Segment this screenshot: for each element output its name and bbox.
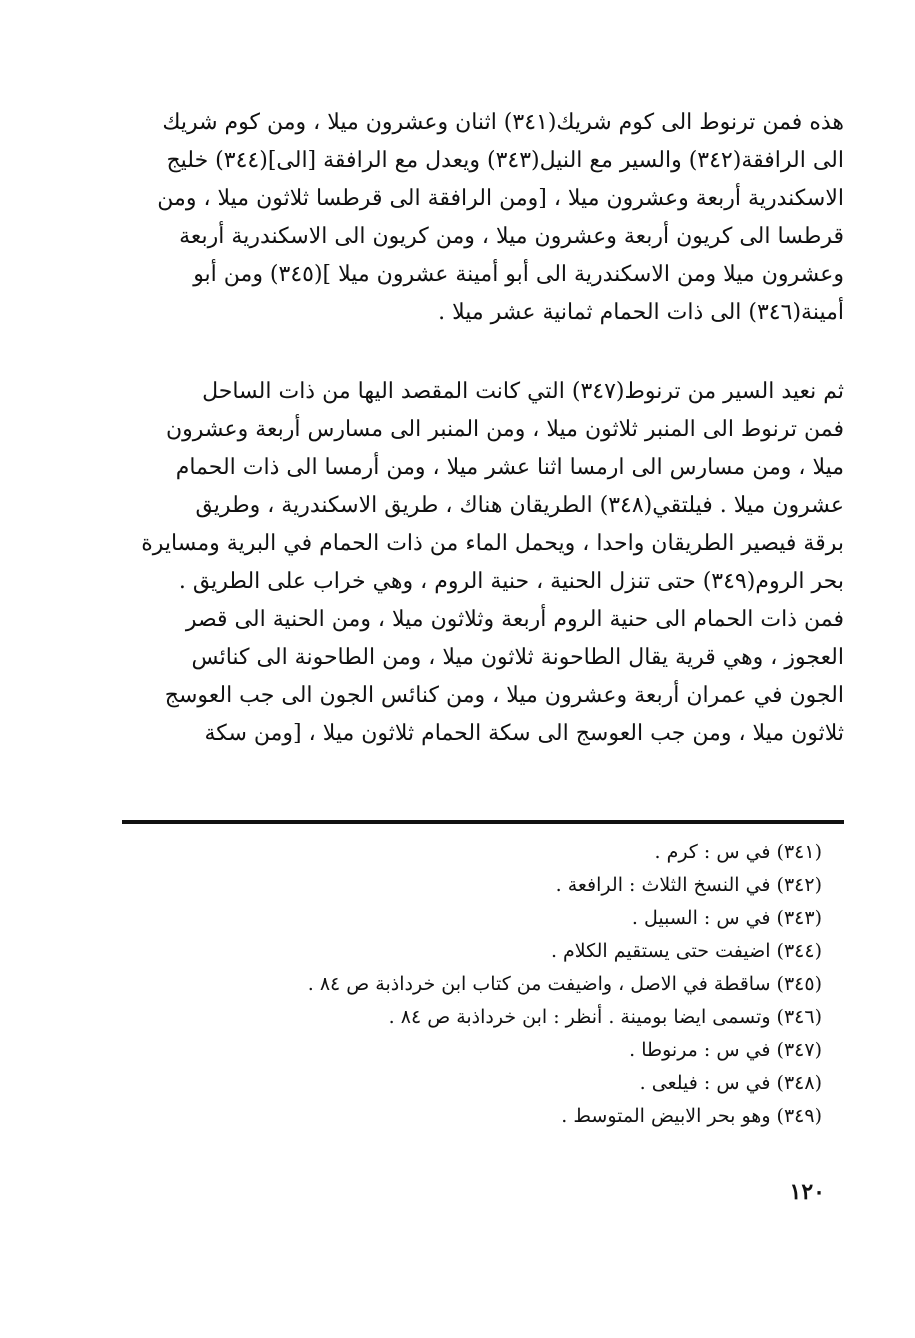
footnote-341: (٣٤١) في س : كرم . bbox=[654, 841, 822, 863]
text-line: ميلا ، ومن مسارس الى ارمسا اثنا عشر ميلا ، ومن أرمسا الى ذات الحمام bbox=[175, 455, 844, 480]
text-line: الجون في عمران أربعة وعشرون ميلا ، ومن كنائس الجون الى جب العوسج bbox=[164, 683, 844, 708]
text-line: ثلاثون ميلا ، ومن جب العوسج الى سكة الحمام ثلاثون ميلا ، [ومن سكة bbox=[204, 721, 844, 746]
paragraph-2 bbox=[120, 373, 844, 753]
footnote-346: (٣٤٦) وتسمى ايضا بومينة . أنظر : ابن خرداذبة ص ٨٤ . bbox=[388, 1006, 822, 1028]
footnote-345: (٣٤٥) ساقطة في الاصل ، واضيفت من كتاب ابن خرداذبة ص ٨٤ . bbox=[307, 973, 822, 995]
footnote-343: (٣٤٣) في س : السبيل . bbox=[631, 907, 822, 929]
footnote-344: (٣٤٤) اضيفت حتى يستقيم الكلام . bbox=[550, 940, 822, 962]
text-line: الى الرافقة(٣٤٢) والسير مع النيل(٣٤٣) ويعدل مع الرافقة [الى](٣٤٤) خليج bbox=[166, 148, 844, 173]
text-line: أمينة(٣٤٦) الى ذات الحمام ثمانية عشر ميلا . bbox=[438, 300, 844, 325]
text-line: برقة فيصير الطريقان واحدا ، ويحمل الماء من ذات الحمام في البرية ومسايرة bbox=[141, 531, 844, 556]
footnote-347: (٣٤٧) في س : مرنوطا . bbox=[629, 1039, 822, 1061]
text-line: ثم نعيد السير من ترنوط(٣٤٧) التي كانت المقصد اليها من ذات الساحل bbox=[202, 379, 844, 404]
text-line: فمن ذات الحمام الى حنية الروم أربعة وثلاثون ميلا ، ومن الحنية الى قصر bbox=[185, 607, 844, 632]
paragraph-1 bbox=[120, 104, 844, 332]
footnote-342: (٣٤٢) في النسخ الثلاث : الرافعة . bbox=[555, 874, 822, 896]
footnote-348: (٣٤٨) في س : فيلعى . bbox=[639, 1072, 822, 1094]
footnote-divider bbox=[122, 820, 844, 824]
text-line: هذه فمن ترنوط الى كوم شريك(٣٤١) اثنان وعشرون ميلا ، ومن كوم شريك bbox=[162, 110, 844, 135]
text-line: قرطسا الى كريون أربعة وعشرون ميلا ، ومن كريون الى الاسكندرية أربعة bbox=[179, 224, 844, 249]
page-number: ١٢٠ bbox=[789, 1179, 825, 1205]
text-line: فمن ترنوط الى المنبر ثلاثون ميلا ، ومن المنبر الى مسارس أربعة وعشرون bbox=[165, 417, 844, 442]
footnote-349: (٣٤٩) وهو بحر الابيض المتوسط . bbox=[561, 1105, 822, 1127]
text-line: بحر الروم(٣٤٩) حتى تنزل الحنية ، حنية الروم ، وهي خراب على الطريق . bbox=[178, 569, 844, 594]
text-line: عشرون ميلا . فيلتقي(٣٤٨) الطريقان هناك ، طريق الاسكندرية ، وطريق bbox=[195, 493, 844, 518]
text-line: وعشرون ميلا ومن الاسكندرية الى أبو أمينة عشرون ميلا ](٣٤٥) ومن أبو bbox=[193, 262, 844, 287]
text-line: العجوز ، وهي قرية يقال الطاحونة ثلاثون ميلا ، ومن الطاحونة الى كنائس bbox=[191, 645, 844, 670]
footnotes bbox=[150, 836, 822, 1133]
text-line: الاسكندرية أربعة وعشرون ميلا ، [ومن الرافقة الى قرطسا ثلاثون ميلا ، ومن bbox=[157, 186, 844, 211]
